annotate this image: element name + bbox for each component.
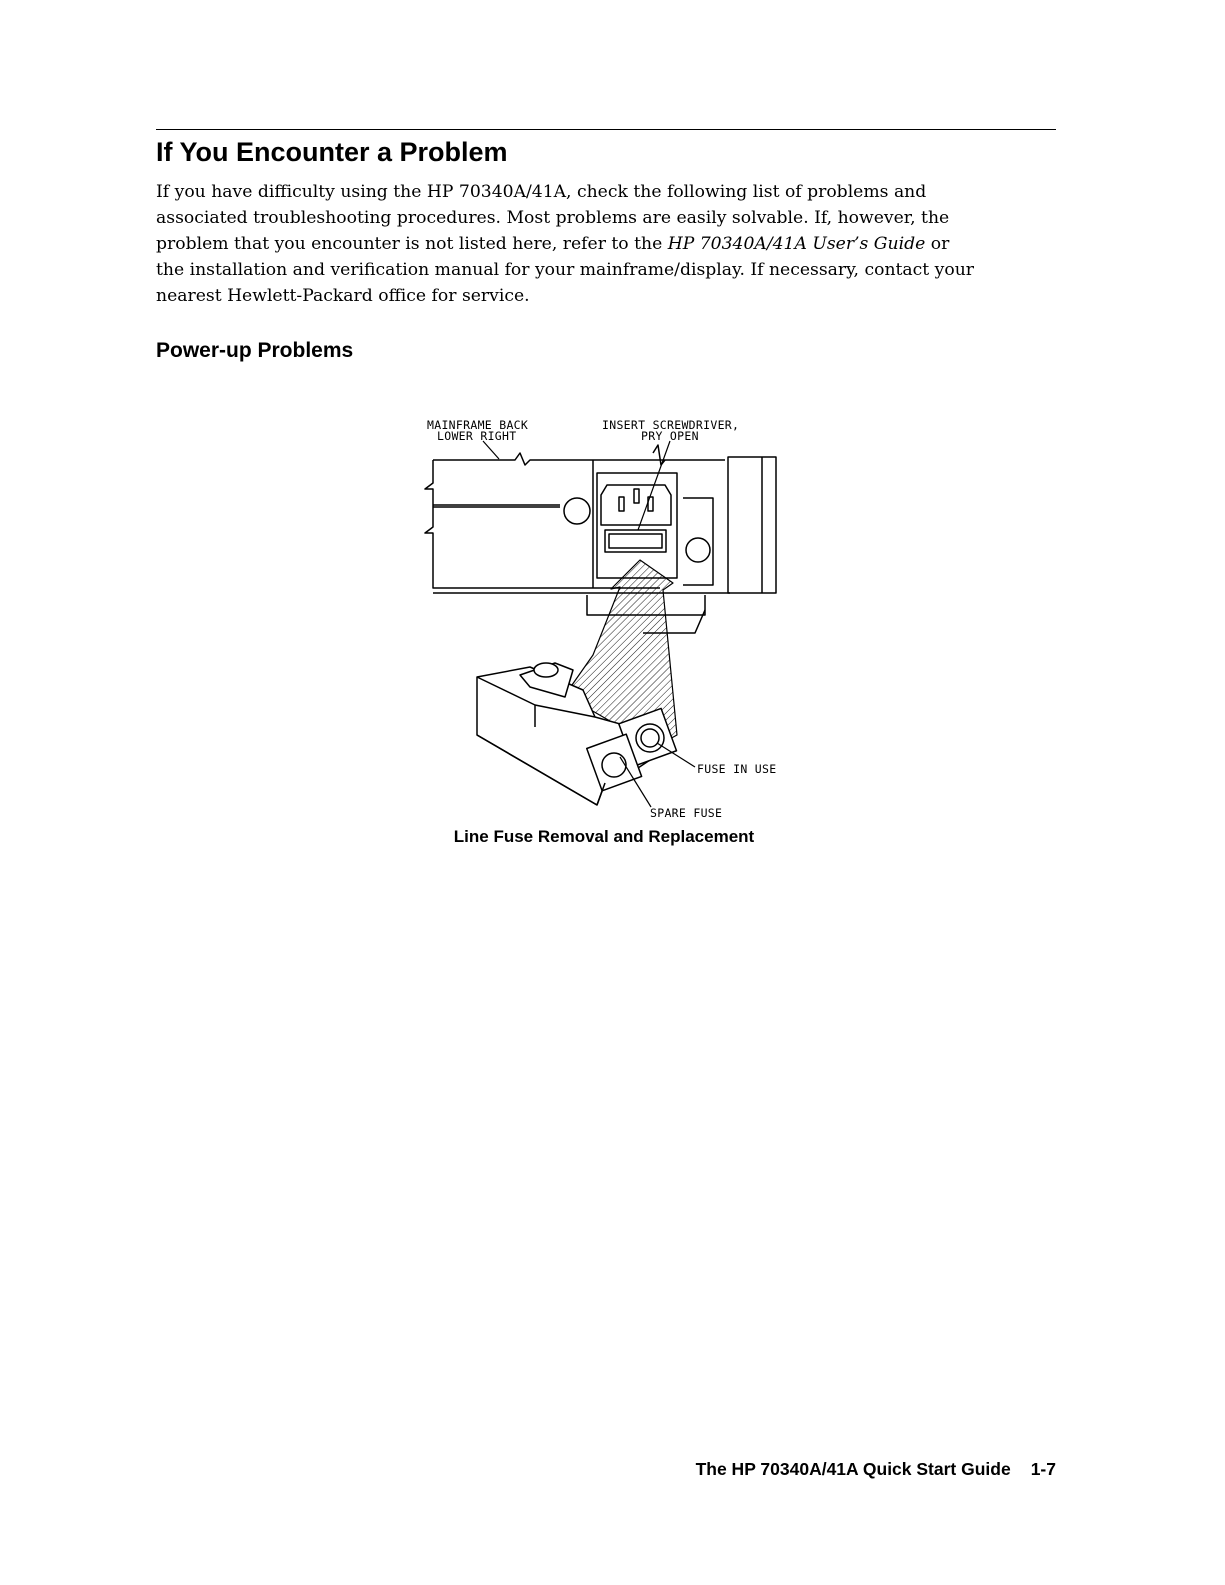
- fuse-figure: [415, 405, 805, 825]
- callout-mainframe-back: MAINFRAME BACK: [427, 418, 529, 432]
- intro-line-3-start: problem that you encounter is not listed here, refer to the: [156, 234, 668, 254]
- footer-guide-title: The HP 70340A/41A Quick Start Guide: [695, 1459, 1011, 1479]
- mainframe-panel: [425, 445, 776, 633]
- intro-line-3: [156, 231, 1061, 257]
- callout-lower-right: LOWER RIGHT: [437, 429, 517, 443]
- subsection-title: Power-up Problems: [156, 339, 354, 362]
- figure-caption: Line Fuse Removal and Replacement: [453, 827, 755, 846]
- intro-line-3-end: or: [925, 234, 950, 254]
- users-guide-title: HP 70340A/41A User’s Guide: [667, 234, 926, 254]
- intro-line-4: the installation and verification manual for your mainframe/display. If necessary, contact your: [156, 260, 975, 280]
- section-title: If You Encounter a Problem: [156, 137, 508, 167]
- page-footer: [560, 1457, 1056, 1481]
- page-number: 1-7: [1030, 1459, 1056, 1479]
- intro-line-1: If you have difficulty using the HP 70340A/41A, check the following list of problems and: [156, 182, 927, 202]
- callout-fuse-in-use: FUSE IN USE: [697, 762, 777, 776]
- callout-insert-screwdriver: INSERT SCREWDRIVER,: [602, 418, 740, 432]
- intro-line-2: associated troubleshooting procedures. Most problems are easily solvable. If, however, the: [156, 208, 950, 228]
- intro-line-5: nearest Hewlett-Packard office for service.: [156, 286, 530, 306]
- header-rule: [156, 129, 1056, 130]
- intro-paragraph: [156, 179, 1061, 309]
- callout-pry-open: PRY OPEN: [641, 429, 699, 443]
- callout-spare-fuse: SPARE FUSE: [650, 806, 723, 820]
